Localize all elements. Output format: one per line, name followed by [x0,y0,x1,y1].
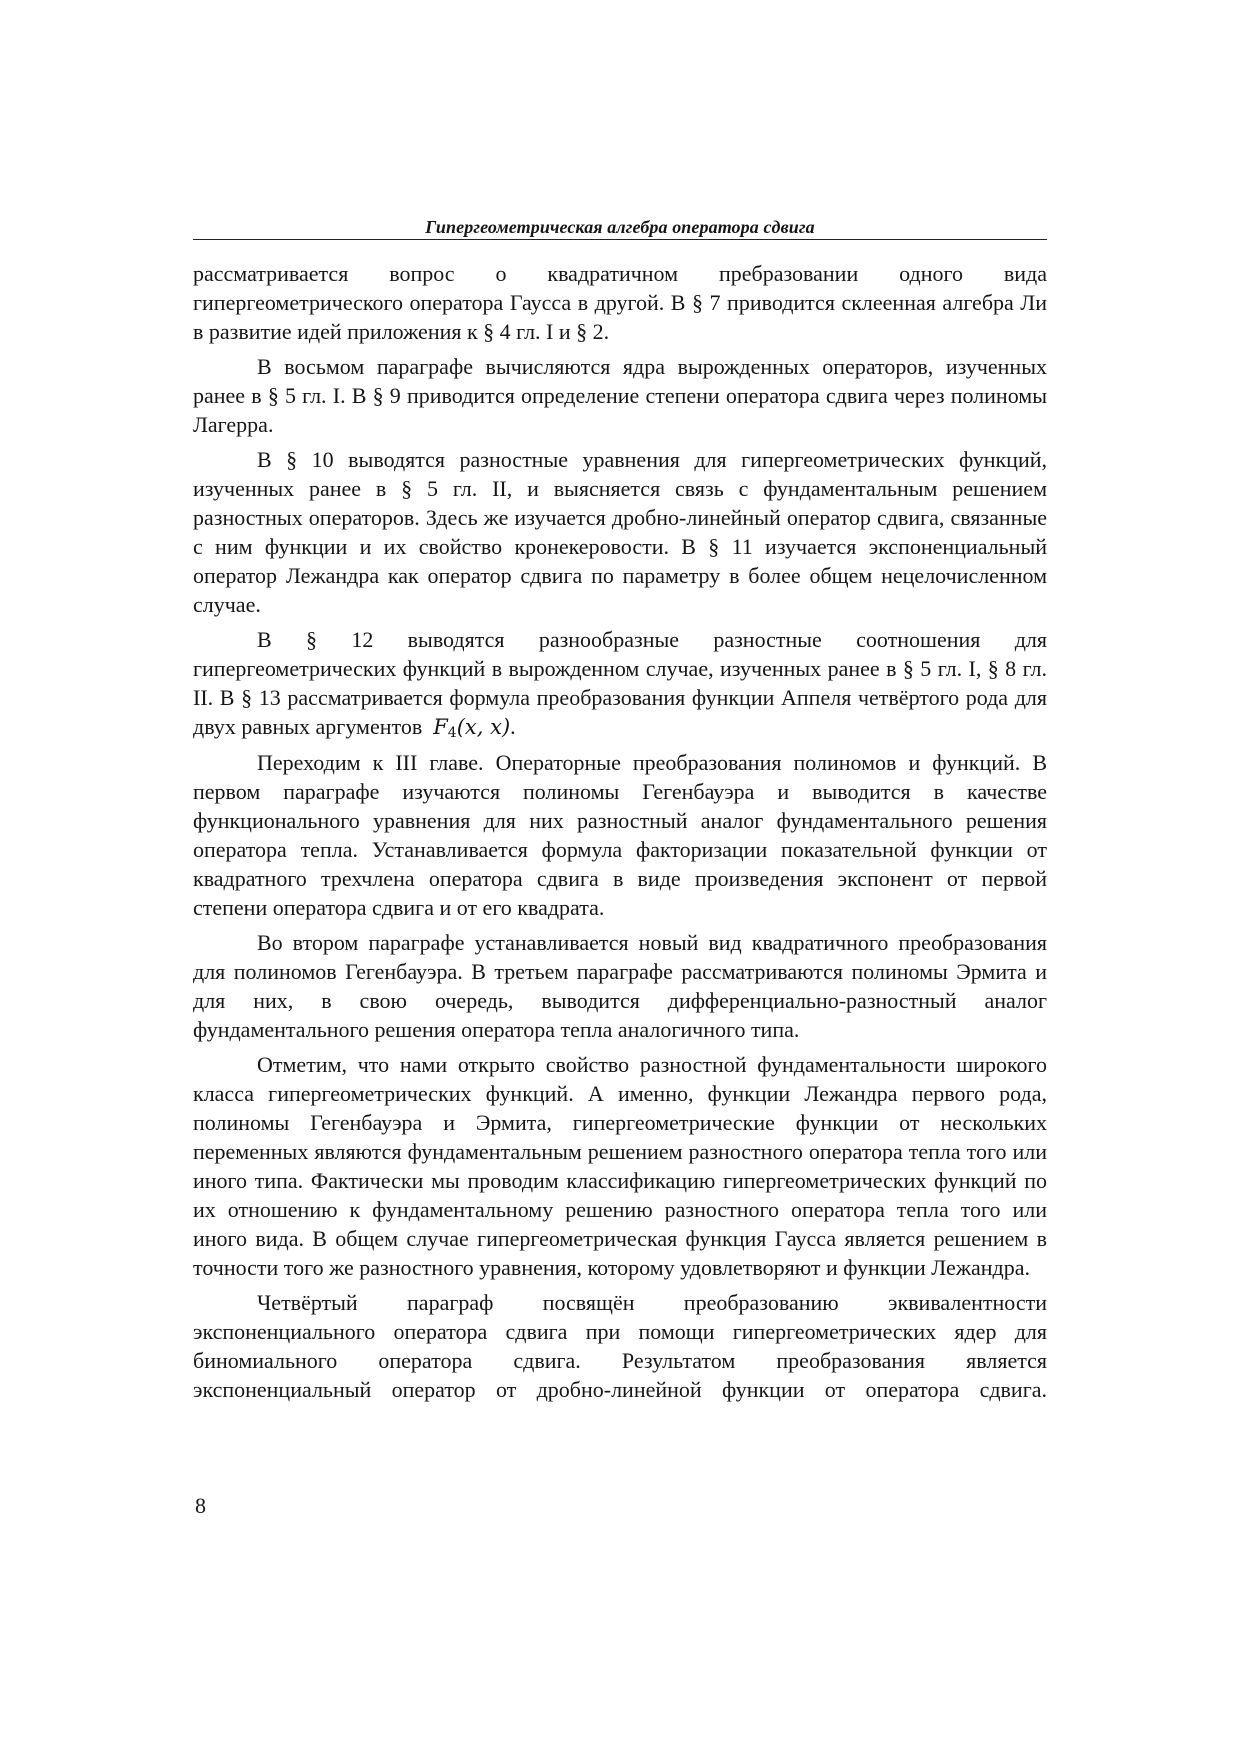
paragraph-4 [193,625,1047,742]
running-header: Гипергеометрическая алгебра оператора сдвига [425,217,815,237]
formula-sub: 4 [447,725,457,741]
paragraph-6: Во втором параграфе устанавливается новый вид квадратичного преобразования для полиномов Гегенбауэра. В третьем параграфе рассматриваются полиномы Эрмита и для них, в свою очередь, выводится дифференциально-разностный аналог фундаментального решения оператора тепла аналогичного типа. [193,930,1047,1042]
formula-args: (x, x) [456,715,511,739]
page-number: 8 [195,1493,206,1518]
paragraph-1: рассматривается вопрос о квадратичном пребразовании одного вида гипергеометрического оператора Гаусса в другой. В § 7 приводится склеенная алгебра Ли в развитие идей приложения к § 4 гл. I и § 2. [193,261,1047,344]
formula-trail: . [510,714,516,739]
paragraph-3: В § 10 выводятся разностные уравнения для гипергеометрических функций, изученных ранее в § 5 гл. II, и выясняется связь с фундаментальным решением разностных операторов. Здесь же изучается дробно-линейный оператор сдвига, связанные с ним функции и их свойство кронекеровости. В § 11 изучается экспоненциальный оператор Лежандра как оператор сдвига по параметру в более общем нецелочисленном случае. [193,447,1047,617]
appell-formula [433,715,510,739]
paragraph-8: Четвёртый параграф посвящён преобразованию эквивалентности экспоненциального оператора сдвига при помощи гипергеометрических ядер для биномиального оператора сдвига. Результатом преобразования является экспоненциальный оператор от дробно-линейной функции от оператора сдвига. [193,1290,1047,1402]
paragraph-5: Переходим к III главе. Операторные преобразования полиномов и функций. В первом параграфе изучаются полиномы Гегенбауэра и выводится в качестве функционального уравнения для них разностный аналог фундаментального решения оператора тепла. Устанавливается формула факторизации показательной функции от квадратного трехчлена оператора сдвига в виде произведения экспонент от первой степени оператора сдвига и от его квадрата. [193,750,1047,920]
header-rule [193,239,1047,240]
paragraph-2: В восьмом параграфе вычисляются ядра вырожденных операторов, изученных ранее в § 5 гл. I. В § 9 приводится определение степени оператора сдвига через полиномы Лагерра. [193,354,1047,437]
formula-func: F [433,715,448,739]
paragraph-4-text: В § 12 выводятся разнообразные разностные соотношения для гипергеометрических функций в вырожденном случае, изученных ранее в § 5 гл. I, § 8 гл. II. В § 13 рассматривается формула преобразования функции Аппеля четвёртого рода для двух равных аргументов [193,627,1047,739]
paragraph-7: Отметим, что нами открыто свойство разностной фундаментальности широкого класса гипергеометрических функций. А именно, функции Лежандра первого рода, полиномы Гегенбауэра и Эрмита, гипергеометрические функции от нескольких переменных являются фундаментальным решением разностного оператора тепла того или иного типа. Фактически мы проводим классификацию гипергеометрических функций по их отношению к фундаментальному решению разностного оператора тепла того или иного вида. В общем случае гипергеометрическая функция Гаусса является решением в точности того же разностного уравнения, которому удовлетворяют и функции Лежандра. [193,1052,1047,1280]
body-text [193,259,1047,1410]
